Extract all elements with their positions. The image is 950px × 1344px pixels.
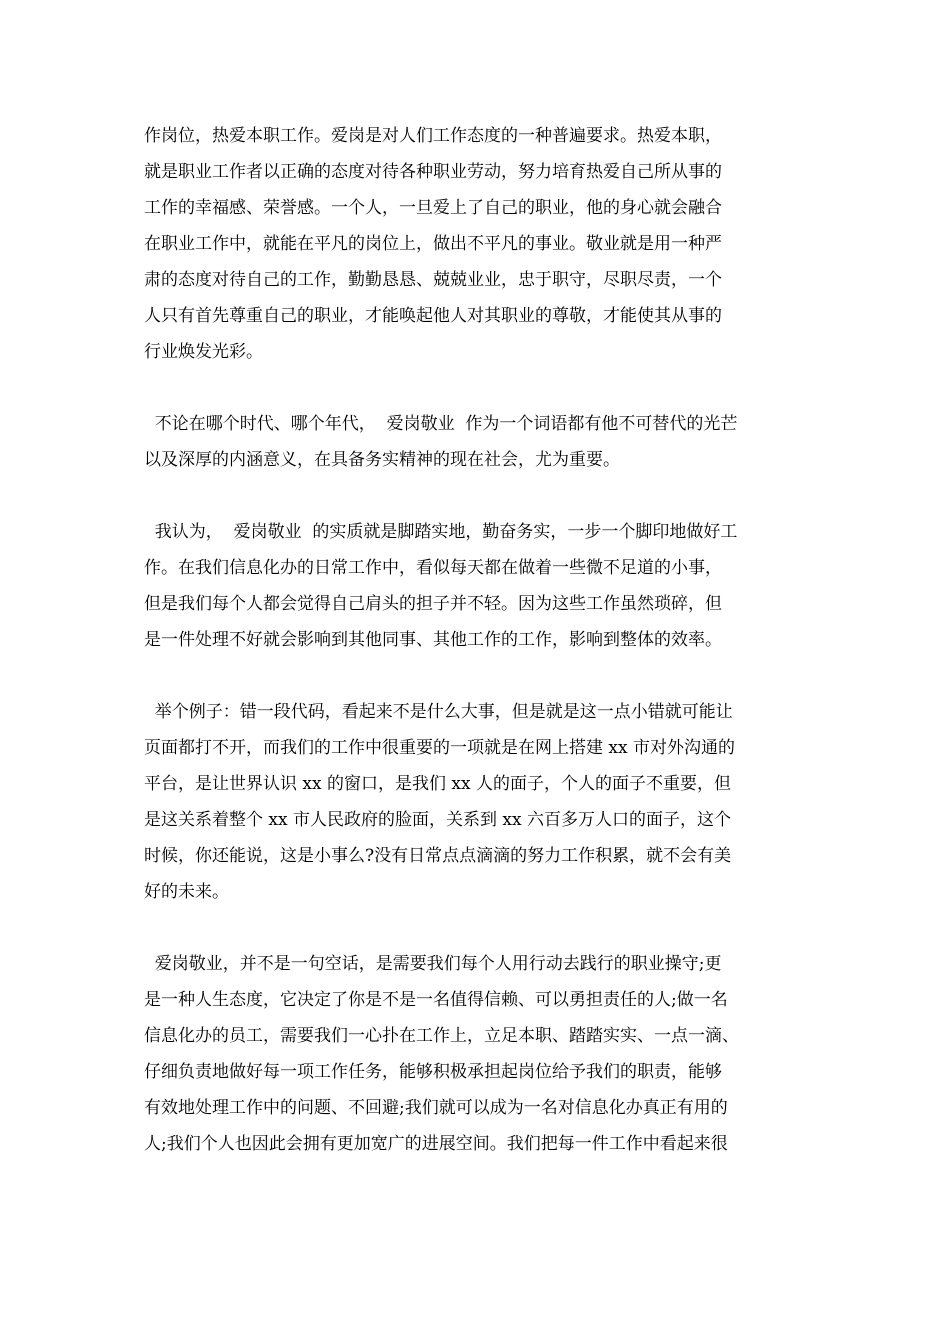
paragraph-in-my-view [144, 514, 814, 658]
text-line: 人;我们个人也因此会拥有更加宽广的进展空间。我们把每一件工作中看起来很 [144, 1134, 728, 1154]
text-line: 时候，你还能说，这是小事么?没有日常点点滴滴的努力工作积累，就不会有美 [144, 846, 732, 866]
paragraph-not-empty-words [144, 946, 814, 1162]
text-line: 在职业工作中，就能在平凡的岗位上，做出不平凡的事业。敬业就是用一种严 [144, 234, 722, 254]
text-line: 举个例子：错一段代码，看起来不是什么大事，但是就是这一点小错就可能让 [144, 702, 733, 722]
text-line: 爱岗敬业，并不是一句空话，是需要我们每个人用行动去践行的职业操守;更 [144, 954, 722, 974]
text-line: 肃的态度对待自己的工作，勤勤恳恳、兢兢业业，忠于职守，尽职尽责，一个 [144, 270, 722, 290]
text-line: 但是我们每个人都会觉得自己肩头的担子并不轻。因为这些工作虽然琐碎，但 [144, 594, 722, 614]
text-line: 我认为， 爱岗敬业 的实质就是脚踏实地，勤奋务实，一步一个脚印地做好工 [144, 522, 738, 542]
text-line: 工作的幸福感、荣誉感。一个人，一旦爱上了自己的职业，他的身心就会融合 [144, 198, 722, 218]
text-line: 作。在我们信息化办的日常工作中，看似每天都在做着一些微不足道的小事， [144, 558, 722, 578]
text-line: 不论在哪个时代、哪个年代， 爱岗敬业 作为一个词语都有他不可替代的光芒 [144, 414, 738, 434]
text-line: 是一种人生态度，它决定了你是不是一名值得信赖、可以勇担责任的人;做一名 [144, 990, 728, 1010]
paragraph-love-job [144, 118, 814, 370]
text-line: 平台，是让世界认识 xx 的窗口，是我们 xx 人的面子，个人的面子不重要，但 [144, 774, 731, 794]
text-line: 作岗位，热爱本职工作。爱岗是对人们工作态度的一种普遍要求。热爱本职， [144, 126, 722, 146]
text-line: 仔细负责地做好每一项工作任务，能够积极承担起岗位给予我们的职责，能够 [144, 1062, 722, 1082]
paragraph-example [144, 694, 814, 910]
text-line: 好的未来。 [144, 882, 229, 902]
text-line: 是这关系着整个 xx 市人民政府的脸面，关系到 xx 六百多万人口的面子，这个 [144, 810, 731, 830]
text-line: 信息化办的员工，需要我们一心扑在工作上，立足本职、踏踏实实、一点一滴、 [144, 1026, 739, 1046]
document-body [144, 118, 814, 1198]
text-line: 有效地处理工作中的问题、不回避;我们就可以成为一名对信息化办真正有用的 [144, 1098, 728, 1118]
text-line: 是一件处理不好就会影响到其他同事、其他工作的工作，影响到整体的效率。 [144, 630, 722, 650]
text-line: 人只有首先尊重自己的职业，才能唤起他人对其职业的尊敬，才能使其从事的 [144, 306, 722, 326]
text-line: 页面都打不开，而我们的工作中很重要的一项就是在网上搭建 xx 市对外沟通的 [144, 738, 735, 758]
text-line: 就是职业工作者以正确的态度对待各种职业劳动，努力培育热爱自己所从事的 [144, 162, 722, 182]
paragraph-any-era [144, 406, 814, 478]
text-line: 以及深厚的内涵意义，在具备务实精神的现在社会，尤为重要。 [144, 450, 620, 470]
text-line: 行业焕发光彩。 [144, 342, 263, 362]
